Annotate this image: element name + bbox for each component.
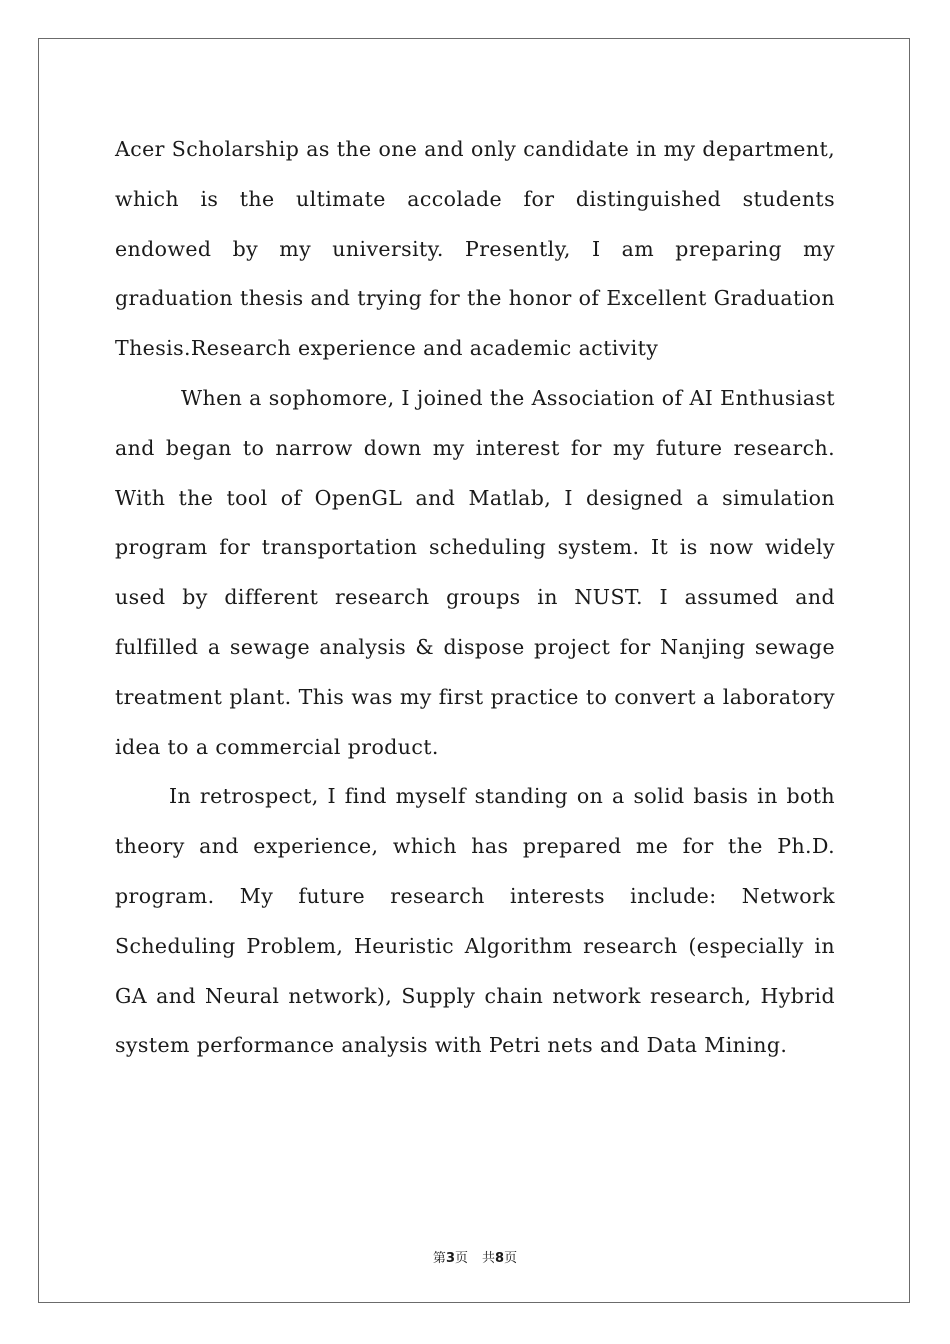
footer-total-suffix: 页 (504, 1251, 518, 1266)
footer-current-page: 3 (445, 1251, 455, 1266)
paragraph-retrospect: In retrospect, I find myself standing on a solid basis in both theory and experience, which has prepared me for the Ph.D. program. My future research interests include: Network Scheduling Problem, Heuristic Algorithm research (especially in GA and Neural network), Supply chain network research, Hybrid system performance analysis with Petri nets and Data Mining. (115, 784, 835, 1058)
footer-page-word: 页 (454, 1251, 468, 1266)
footer-total-prefix: 共 (482, 1251, 496, 1266)
paragraph-research-experience: When a sophomore, I joined the Association of AI Enthusiast and began to narrow down my interest for my future research. With the tool of OpenGL and Matlab, I designed a simulation program for transportation scheduling system. It is now widely used by different research groups in NUST. I assumed and fulfilled a sewage analysis & dispose project for Nanjing sewage treatment plant. This was my first practice to convert a laboratory idea to a commercial product. (115, 385, 835, 759)
footer-prefix: 第 (432, 1251, 446, 1266)
footer-total-pages: 8 (495, 1251, 505, 1266)
page-footer (0, 1247, 950, 1266)
document-body (115, 125, 835, 1071)
paragraph-scholarship: Acer Scholarship as the one and only candidate in my department, which is the ultimate accolade for distinguished students endowed by my university. Presently, I am preparing my graduation thesis and trying for the honor of Excellent Graduation Thesis.Research experience and academic activity (115, 137, 835, 361)
